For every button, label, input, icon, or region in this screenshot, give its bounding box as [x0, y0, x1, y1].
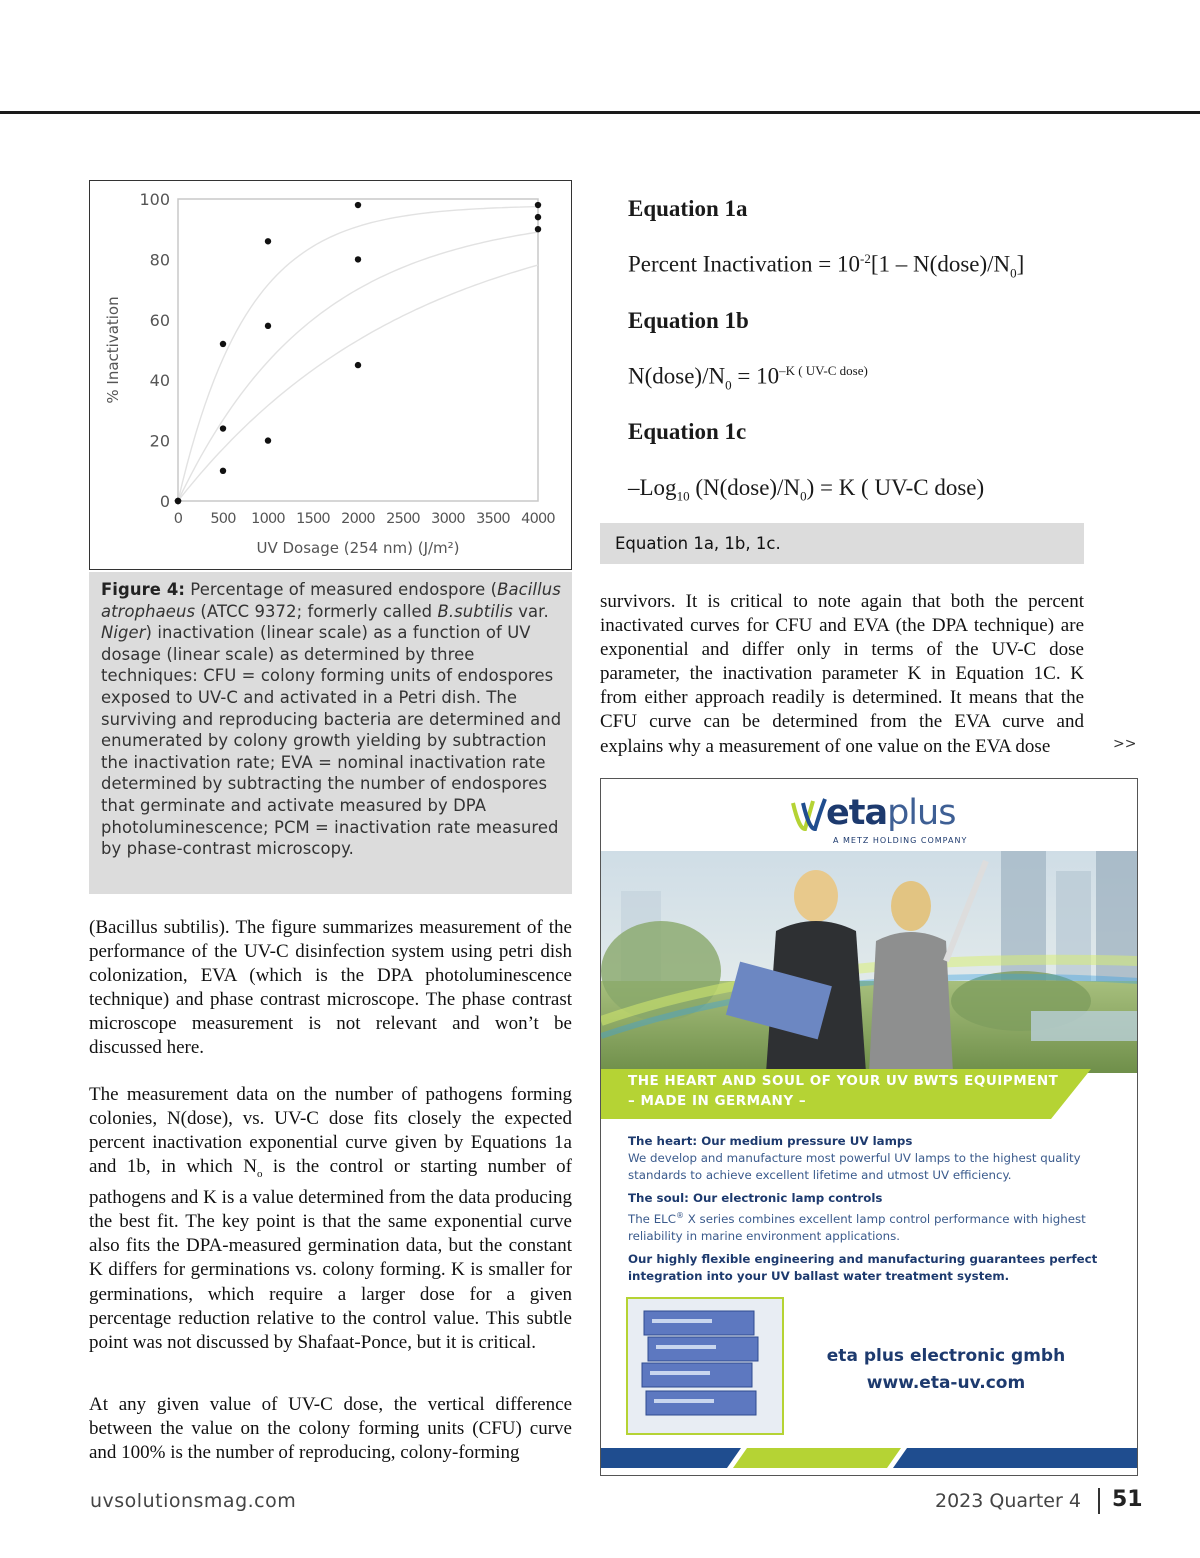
x-tick-label: 3500: [476, 511, 510, 527]
caption-text: (ATCC 9372; formerly called: [195, 601, 438, 621]
footer-separator: [1098, 1488, 1100, 1514]
page-number: 51: [1112, 1487, 1143, 1512]
equation-1a-formula: Percent Inactivation = $10^{-2}[1$ – $N(dose)/N_0$]: [628, 251, 1025, 281]
equation-caption: Equation 1a, 1b, 1c.: [600, 523, 1084, 564]
figure-4-caption: [89, 572, 572, 894]
x-tick-label: 2500: [386, 511, 420, 527]
closing-text: Our highly flexible engineering and manufacturing guarantees perfect integration into your UV ballast water treatment system.: [628, 1251, 1098, 1283]
product-image: [626, 1297, 784, 1435]
x-tick-label: 500: [210, 511, 236, 527]
ad-bottom-stripes: [601, 1448, 1138, 1468]
data-point-cfu: [220, 341, 226, 347]
data-point-pcm: [535, 226, 541, 232]
body-paragraph-3: At any given value of UV-C dose, the vertical difference between the value on the colony forming units (CFU) curve and 100% is the number of reproducing, colony-forming: [89, 1394, 572, 1464]
y-tick-label: 20: [149, 431, 170, 451]
x-tick-label: 3000: [431, 511, 465, 527]
body-paragraph-1: (Bacillus subtilis). The figure summarizes measurement of the performance of the UV-C disinfection system using petri dish colonization, EVA (which is the DPA photoluminescence technique) and phase contrast microscope. The phase contrast microscope measurement is not relevant and won’t be discussed here.: [89, 917, 572, 1059]
data-point-eva: [355, 256, 361, 262]
caption-italic-species: B.subtilis: [437, 601, 513, 621]
x-axis-label: UV Dosage (254 nm) (J/m²): [256, 539, 460, 557]
data-point-cfu: [535, 202, 541, 208]
ad-photo: [601, 851, 1138, 1073]
ad-banner-headline: THE HEART AND SOUL OF YOUR UV BWTS EQUIPMENT – MADE IN GERMANY –: [628, 1073, 1059, 1109]
eta-plus-logo: [601, 789, 1138, 845]
continued-marker: >>: [1113, 736, 1137, 752]
caption-text: ) inactivation (linear scale) as a function of UV dosage (linear scale) as determined by three techniques: CFU = colony forming units of endospores exposed to UV-C and activated in a Petri dish. The surviving and reproducing bacteria are determined and enumerated by colony growth yielding by subtraction the inactivation rate; EVA = nominal inactivation rate determined by subtracting the number of endospores that germinate and activate measured by DPA photoluminescence; PCM = inactivation rate measured by phase-contrast microscopy.: [101, 623, 562, 859]
data-point-cfu: [355, 202, 361, 208]
heart-text: We develop and manufacture most powerful UV lamps to the highest quality standards to achieve excellent lifetime and utmost UV efficiency.: [628, 1151, 1081, 1182]
wave-logo-icon: [789, 795, 829, 835]
y-tick-label: 0: [159, 492, 170, 511]
lamp-controller-stack-icon: [628, 1299, 782, 1433]
body-paragraph-right: survivors. It is critical to note again that both the percent inactivated curves for CFU and EVA (the DPA technique) are exponential and differ only in terms of the UV-C dose parameter, the inactivation parameter K in Equation 1C. K from either approach readily is determined. It means that the CFU curve can be determined from the EVA curve and explains why a measurement of one value on the EVA dose: [600, 591, 1084, 757]
y-tick-label: 100: [139, 190, 170, 209]
ad-copy: [628, 1133, 1118, 1291]
plot-frame: [178, 199, 538, 501]
equation-1a-heading: Equation 1a: [628, 196, 748, 221]
data-point-eva: [535, 214, 541, 220]
x-tick-label: 4000: [521, 511, 555, 527]
y-tick-label: 80: [149, 250, 170, 270]
data-point-pcm: [265, 437, 271, 443]
data-point-pcm: [175, 498, 181, 504]
soul-text: The ELC® X series combines excellent lamp control performance with highest reliability in marine environment applications.: [628, 1211, 1086, 1243]
x-tick-label: 1500: [296, 511, 330, 527]
x-tick-label: 2000: [341, 511, 375, 527]
company-name: eta plus electronic gmbh: [826, 1346, 1066, 1366]
logo-subtitle: A METZ HOLDING COMPANY: [833, 836, 968, 845]
caption-italic-species: Bacillus atrophaeus: [101, 580, 561, 621]
figure-4-chart: [89, 180, 572, 570]
equation-1b-formula: $N(dose)/N_0 = 10^{-K ( UV-C dose)}$: [628, 363, 868, 393]
fit-curve-cfu: [178, 207, 538, 501]
company-url[interactable]: www.eta-uv.com: [866, 1373, 1026, 1393]
data-point-pcm: [355, 362, 361, 368]
data-point-pcm: [220, 468, 226, 474]
heart-title: The heart: Our medium pressure UV lamps: [628, 1134, 913, 1148]
equation-1c-heading: Equation 1c: [628, 419, 747, 444]
caption-text: Percentage of measured endospore (: [184, 580, 498, 599]
data-point-eva: [220, 425, 226, 431]
y-axis-label: % Inactivation: [104, 296, 122, 404]
eta-plus-advertisement[interactable]: [600, 778, 1138, 1476]
caption-text: var.: [512, 601, 549, 621]
data-point-cfu: [265, 238, 271, 244]
footer-website: uvsolutionsmag.com: [90, 1490, 297, 1512]
x-tick-label: 1000: [251, 511, 285, 527]
logo-wordmark: etaplus: [826, 793, 956, 833]
caption-italic-variety: Niger: [101, 623, 146, 643]
chart-svg: [90, 181, 573, 571]
caption-label: Figure 4:: [101, 580, 185, 599]
data-point-eva: [265, 323, 271, 329]
equation-1b-heading: Equation 1b: [628, 308, 749, 333]
footer-issue: 2023 Quarter 4: [935, 1490, 1081, 1512]
x-tick-label: 0: [173, 511, 183, 527]
equation-1c-formula: –Log$_{10}$ $(N(dose)/N_0) = K$ ( UV-C dose): [628, 475, 985, 504]
soul-title: The soul: Our electronic lamp controls: [628, 1191, 883, 1205]
body-paragraph-2: The measurement data on the number of pathogens forming colonies, N(dose), vs. UV-C dose fits closely the expected percent inactivation exponential curve given by Equations 1a and 1b, in which $N_o$ is the control or starting number of pathogens and K is a value determined from the data producing the best fit. The key point is that the same exponential curve also fits the DPA-measured germination data, but the constant K differs for germinations vs. colony forming. K is smaller for germinations, which require a larger dose for a given percentage reduction relative to the control value. This subtle point was not discussed by Shafaat-Ponce, but it is critical.: [89, 1084, 572, 1353]
fit-curve-pcm: [178, 265, 538, 501]
company-contact: [801, 1343, 1091, 1397]
y-tick-label: 60: [149, 310, 170, 330]
y-tick-label: 40: [149, 371, 170, 391]
header-rule: [0, 111, 1200, 114]
